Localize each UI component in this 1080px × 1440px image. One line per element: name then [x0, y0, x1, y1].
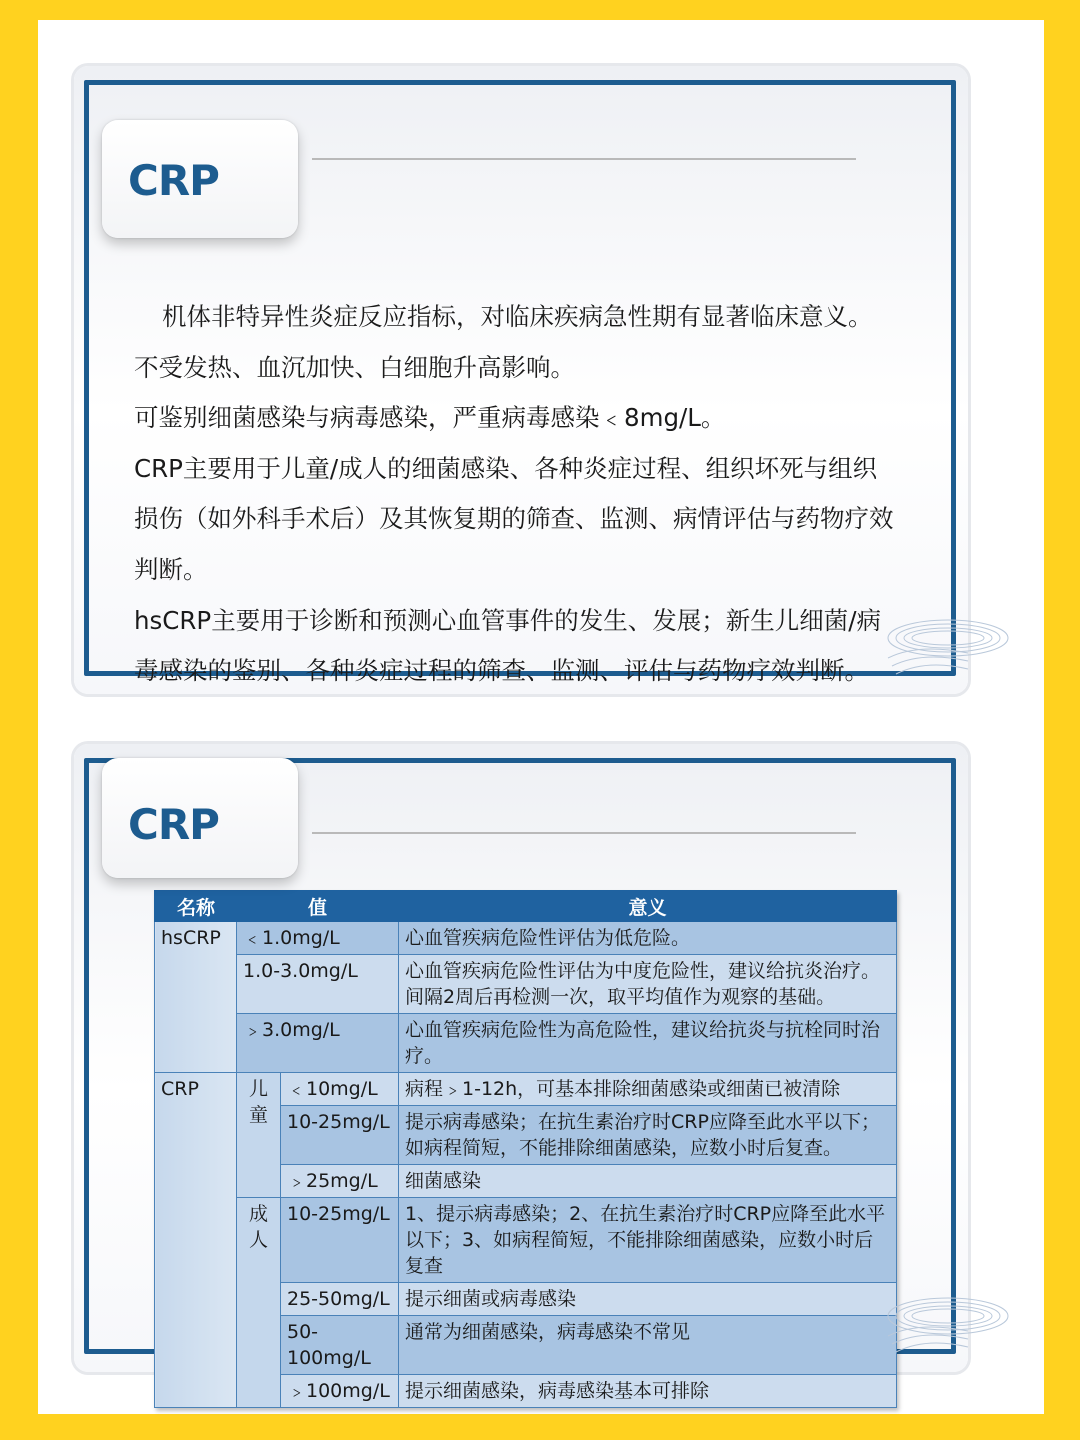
table-row	[155, 1198, 897, 1283]
header-name: 名称	[155, 891, 237, 922]
group-cell-child	[237, 1073, 281, 1198]
wave-decoration-icon	[878, 1276, 968, 1366]
paragraph-hscrp-use: hsCRP主要用于诊断和预测心血管事件的发生、发展；新生儿细菌/病毒感染的鉴别、各种炎症过程的筛查、监测、评估与药物疗效判断。	[134, 605, 881, 686]
value-cell: 25-50mg/L	[281, 1283, 399, 1316]
table-header-row	[155, 891, 897, 922]
table-row	[155, 955, 897, 1014]
name-cell-hscrp: hsCRP	[155, 922, 237, 1073]
meaning-cell: 病程﹥1-12h，可基本排除细菌感染或细菌已被清除	[399, 1073, 897, 1106]
group-cell-adult	[237, 1198, 281, 1408]
paragraph-differentiation: 可鉴别细菌感染与病毒感染，严重病毒感染﹤8mg/L。	[134, 403, 726, 433]
value-cell: ﹥3.0mg/L	[237, 1014, 399, 1073]
crp-reference-table	[154, 890, 897, 1408]
group-label-char: 童	[248, 1104, 268, 1126]
paragraph-definition: 机体非特异性炎症反应指标，对临床疾病急性期有显著临床意义。不受发热、血沉加快、白细胞升高影响。	[134, 302, 873, 382]
value-cell: 10-25mg/L	[281, 1198, 399, 1283]
meaning-cell: 细菌感染	[399, 1165, 897, 1198]
header-meaning: 意义	[399, 891, 897, 922]
value-cell: ﹥25mg/L	[281, 1165, 399, 1198]
title-rule	[312, 158, 856, 160]
description-text	[134, 292, 894, 697]
meaning-cell: 提示细菌感染，病毒感染基本可排除	[399, 1375, 897, 1408]
title-tab	[102, 758, 298, 878]
value-cell: 50-100mg/L	[281, 1316, 399, 1375]
meaning-cell: 1、提示病毒感染；2、在抗生素治疗时CRP应降至此水平以下；3、如病程简短，不能排除细菌感染，应数小时后复查	[399, 1198, 897, 1283]
table-row	[155, 1014, 897, 1073]
slide-title: CRP	[128, 156, 219, 205]
title-tab	[102, 120, 298, 238]
group-label-char: 人	[248, 1229, 268, 1251]
slide-title: CRP	[128, 800, 219, 849]
table-row	[155, 922, 897, 955]
group-label-char: 儿	[248, 1078, 268, 1100]
header-value: 值	[237, 891, 399, 922]
table-row	[155, 1073, 897, 1106]
value-cell: 1.0-3.0mg/L	[237, 955, 399, 1014]
paragraph-crp-use: CRP主要用于儿童/成人的细菌感染、各种炎症过程、组织坏死与组织损伤（如外科手术后）及其恢复期的筛查、监测、病情评估与药物疗效判断。	[134, 453, 894, 584]
meaning-cell: 通常为细菌感染，病毒感染不常见	[399, 1316, 897, 1375]
group-label-char: 成	[248, 1203, 268, 1225]
meaning-cell: 心血管疾病危险性评估为中度危险性，建议给抗炎治疗。间隔2周后再检测一次，取平均值作为观察的基础。	[399, 955, 897, 1014]
name-cell-crp: CRP	[155, 1073, 237, 1408]
value-cell: ﹤10mg/L	[281, 1073, 399, 1106]
wave-decoration-icon	[878, 598, 968, 688]
meaning-cell: 心血管疾病危险性评估为低危险。	[399, 922, 897, 955]
meaning-cell: 心血管疾病危险性为高危险性，建议给抗炎与抗栓同时治疗。	[399, 1014, 897, 1073]
value-cell: ﹥100mg/L	[281, 1375, 399, 1408]
crp-reference-slide	[74, 744, 968, 1402]
value-cell: ﹤1.0mg/L	[237, 922, 399, 955]
title-rule	[312, 832, 856, 834]
value-cell: 10-25mg/L	[281, 1106, 399, 1165]
meaning-cell: 提示病毒感染；在抗生素治疗时CRP应降至此水平以下；如病程简短，不能排除细菌感染，应数小时后复查。	[399, 1106, 897, 1165]
crp-description-slide	[74, 66, 968, 694]
meaning-cell: 提示细菌或病毒感染	[399, 1283, 897, 1316]
